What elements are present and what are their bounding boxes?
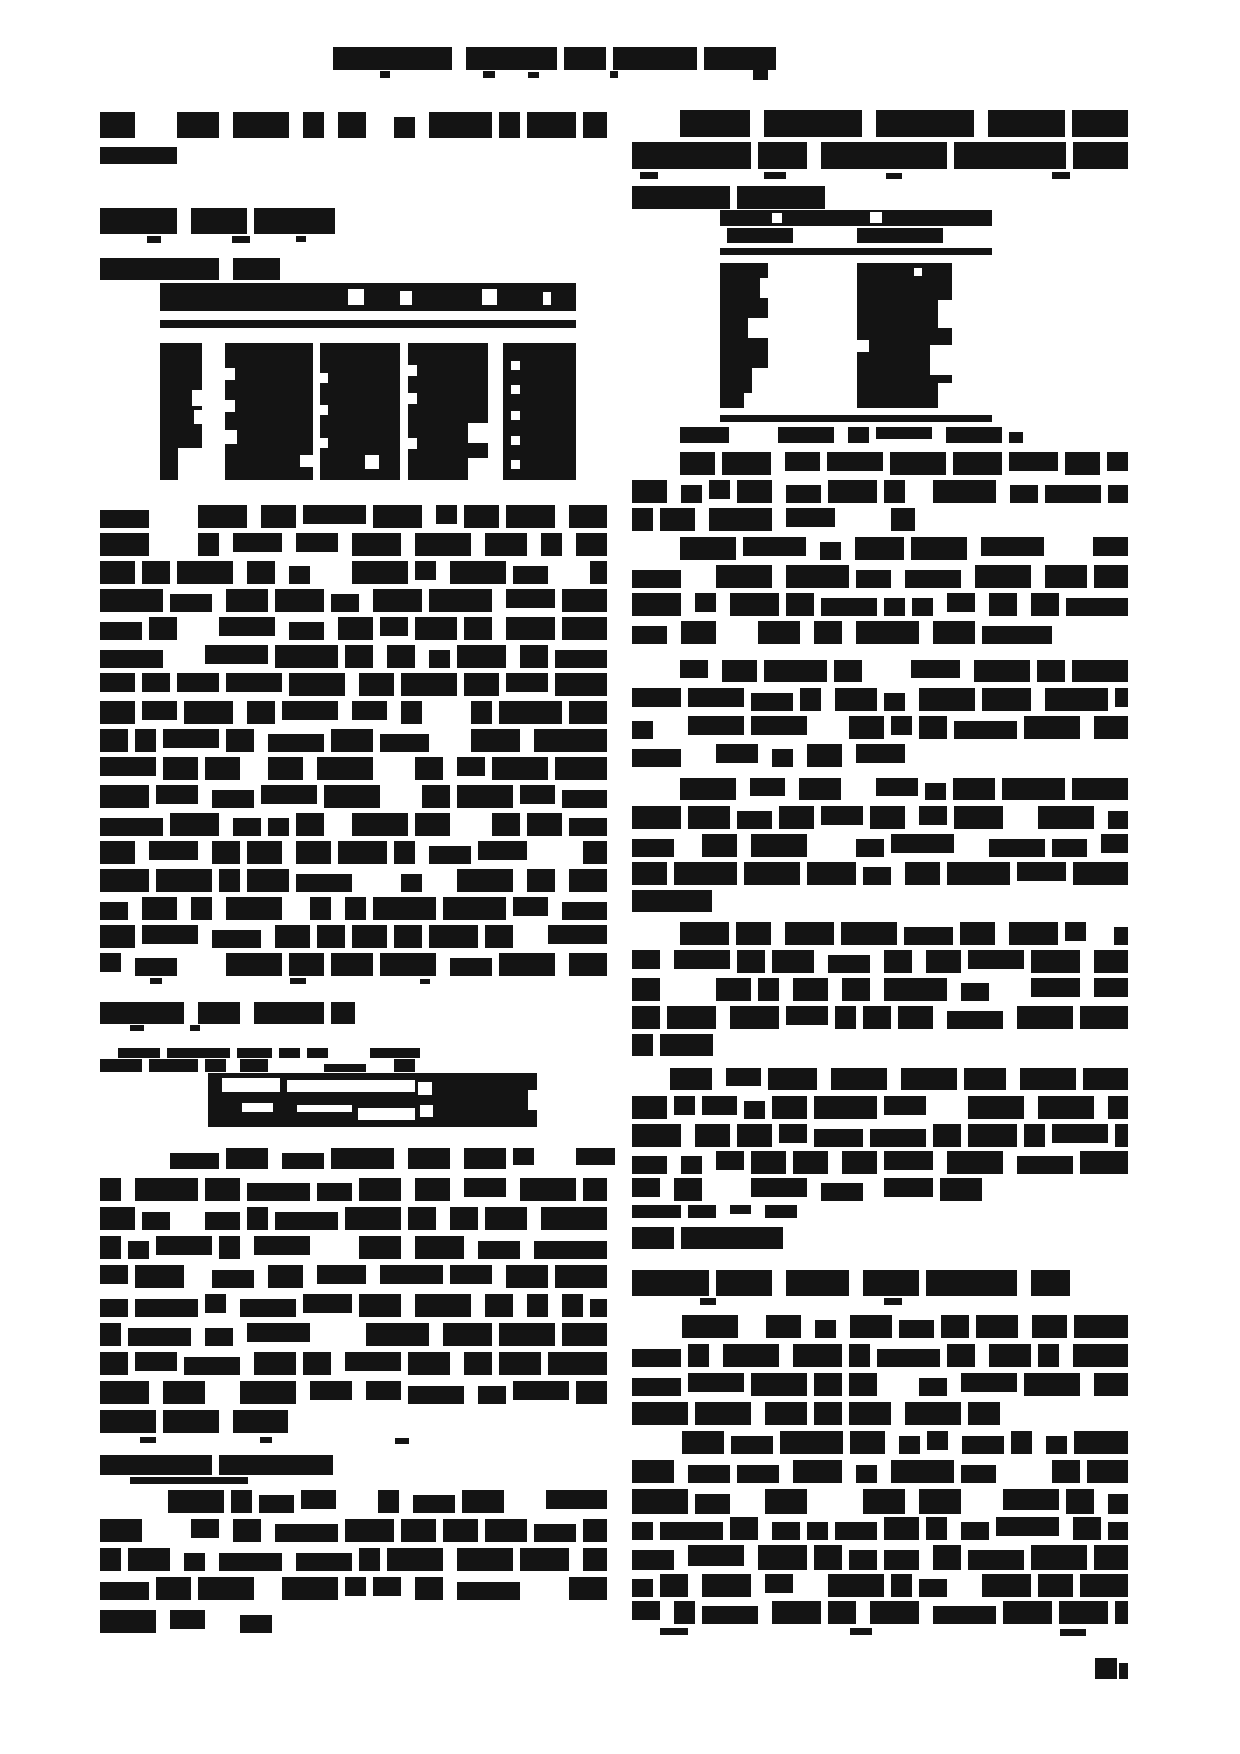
ink-fragment: [1119, 1663, 1128, 1679]
ink-fragment: [1095, 1658, 1117, 1679]
